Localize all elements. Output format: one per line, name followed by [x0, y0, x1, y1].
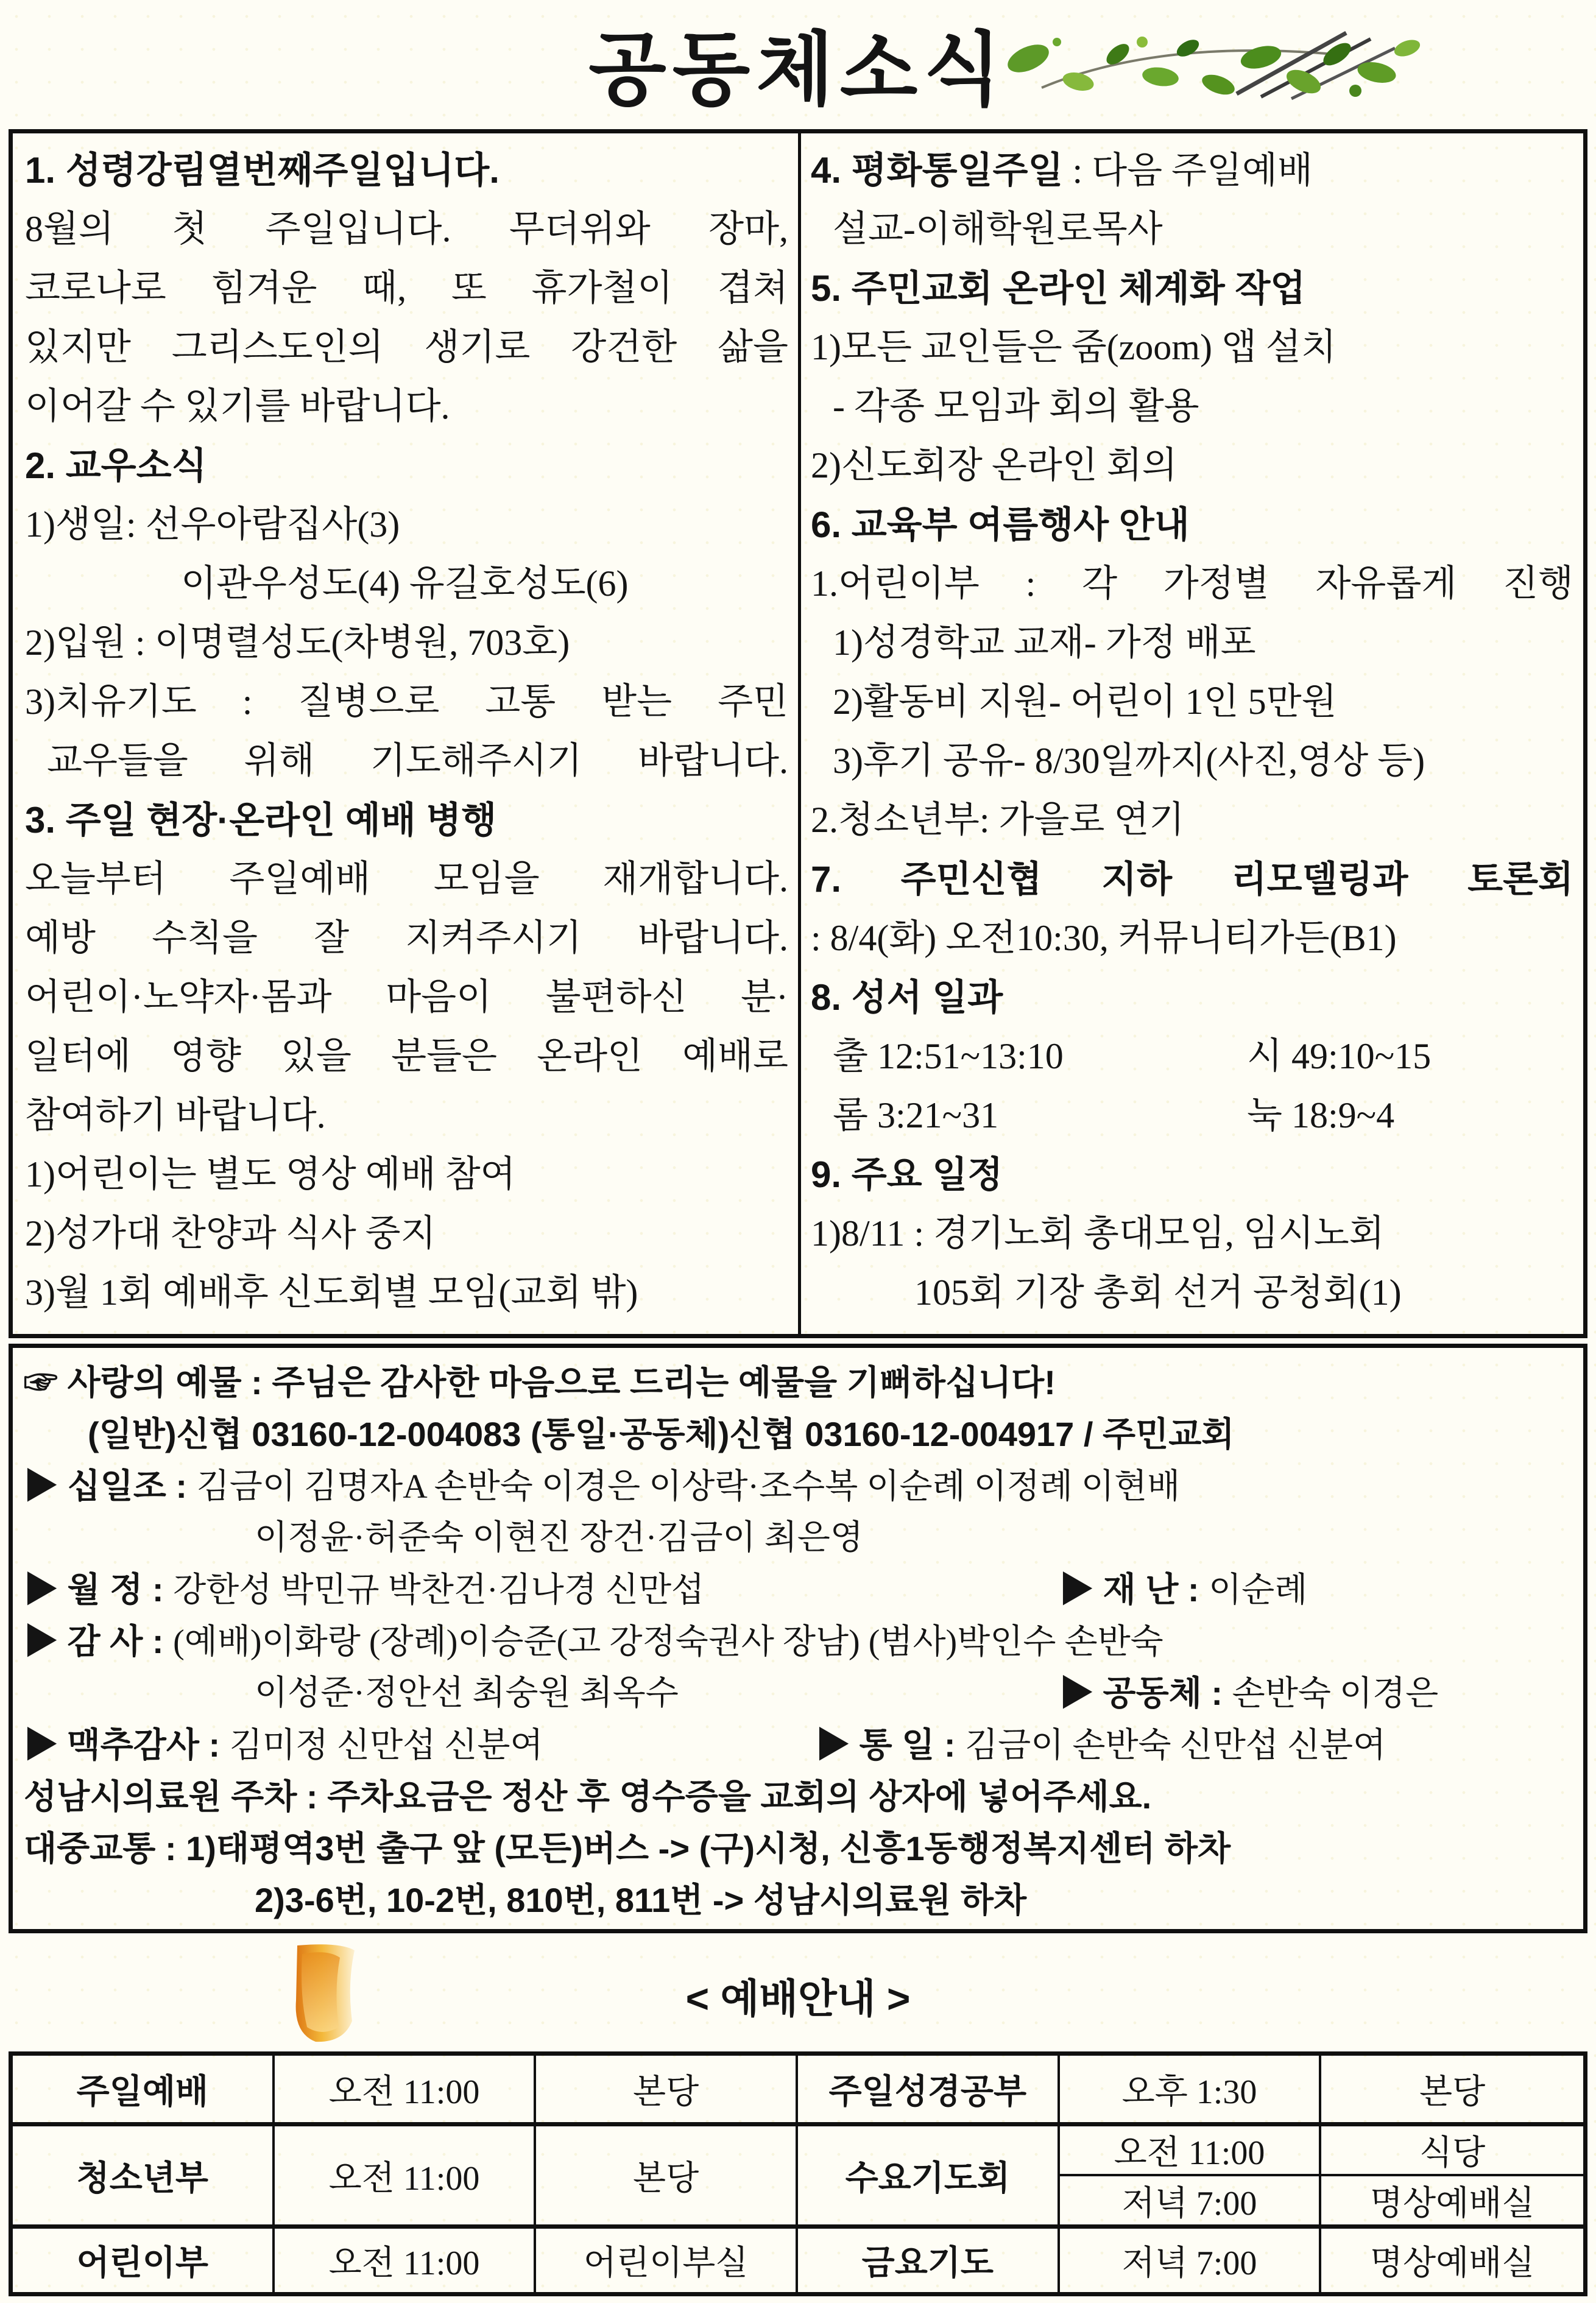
text-segment: 6. 교육부 여름행사 안내: [811, 504, 1190, 545]
text-segment: 2)신도회장 온라인 회의: [811, 445, 1178, 485]
text-line: [811, 200, 1573, 259]
table-cell: 청소년부: [13, 2126, 275, 2229]
text-segment: 1.어린이부 : 각 가정별 자유롭게 진행: [811, 563, 1573, 604]
text-line: [811, 732, 1573, 791]
table-cell: 명상예배실: [1321, 2176, 1583, 2229]
text-line: [25, 613, 788, 672]
text-segment: : 다음 주일예배: [1063, 150, 1313, 191]
text-segment: 강한성 박민규 박찬건·김나경 신만섭: [173, 1571, 705, 1609]
text-segment: ▶ 공동체 :: [1059, 1674, 1232, 1712]
text-segment: 3)치유기도 : 질병으로 고통 받는 주민: [25, 682, 788, 722]
table-cell: 오전 11:00: [275, 2229, 537, 2292]
table-cell: 저녁 7:00: [1060, 2176, 1322, 2229]
text-line: [811, 1145, 1573, 1204]
table-cell: 식당: [1321, 2126, 1583, 2176]
text-line: [811, 318, 1573, 377]
table-cell: 오전 11:00: [275, 2056, 537, 2126]
text-line: [24, 1356, 1572, 1408]
text-segment: 이관우성도(4) 유길호성도(6): [181, 563, 629, 604]
text-line: [811, 377, 1573, 436]
text-line: [25, 377, 788, 436]
text-segment: 어린이·노약자·몸과 마음이 불편하신 분·: [25, 977, 788, 1017]
text-segment-right-group: [1059, 1667, 1438, 1720]
text-line: [25, 554, 788, 613]
text-segment: 2. 교우소식: [25, 445, 207, 486]
text-segment: 김금이 김명자A 손반숙 이경은 이상락·조수복 이순례 이정례 이현배: [196, 1468, 1181, 1506]
text-line: [25, 791, 788, 850]
text-segment: ▶ 재 난 :: [1059, 1570, 1209, 1609]
text-segment: 1)생일: 선우아람집사(3): [25, 504, 400, 545]
text-segment: (예배)이화랑 (장례)이승준(고 강정숙권사 장남) (범사)박인수 손반숙: [173, 1623, 1163, 1661]
text-line: [25, 968, 788, 1027]
text-segment: 교우들을 위해 기도해주시기 바랍니다.: [47, 741, 788, 781]
text-segment: 있지만 그리스도인의 생기로 강건한 삶을: [25, 327, 788, 367]
text-line: [25, 1263, 788, 1322]
text-line: [25, 732, 788, 791]
text-segment: 2)3-6번, 10-2번, 810번, 811번 -> 성남시의료원 하차: [255, 1881, 1027, 1919]
table-cell: 어린이부: [13, 2229, 275, 2292]
text-segment: 8월의 첫 주일입니다. 무더위와 장마,: [25, 209, 788, 249]
news-right-column: [798, 133, 1583, 1334]
text-segment: 2)입원 : 이명렬성도(차병원, 703호): [25, 622, 570, 663]
table-cell: 금요기도: [798, 2229, 1060, 2292]
text-segment: 1)8/11 : 경기노회 총대모임, 임시노회: [811, 1213, 1385, 1254]
text-line: [24, 1564, 1572, 1615]
text-line: [811, 909, 1573, 968]
text-segment: ▶ 감 사 :: [24, 1622, 174, 1660]
text-segment: (일반)신협 03160-12-004083 (통일·공동체)신협 03160-12-004917 / 주민교회: [88, 1415, 1235, 1453]
text-segment: 1. 성령강림열번째주일입니다.: [25, 150, 500, 191]
table-cell: 어린이부실: [536, 2229, 798, 2292]
table-cell: 본당: [1321, 2056, 1583, 2126]
text-segment: 참여하기 바랍니다.: [25, 1095, 326, 1135]
text-segment: 3)월 1회 예배후 신도회별 모임(교회 밖): [25, 1272, 638, 1313]
text-line: [811, 791, 1573, 850]
text-segment: 시 49:10~15: [1247, 1036, 1432, 1076]
text-segment: 8. 성서 일과: [811, 977, 1003, 1018]
text-line: [811, 259, 1573, 318]
text-segment: 4. 평화통일주일: [811, 150, 1064, 191]
text-line: [811, 1027, 1573, 1086]
table-cell: 주일예배: [13, 2056, 275, 2126]
table-cell: 본당: [536, 2126, 798, 2229]
text-line: [25, 200, 788, 259]
text-segment: 9. 주요 일정: [811, 1154, 1003, 1195]
text-line: [811, 850, 1573, 909]
text-line: [811, 1263, 1573, 1322]
text-segment: 3. 주일 현장·온라인 예배 병행: [25, 800, 497, 841]
green-leaves-decoration: [1005, 21, 1432, 106]
text-segment: ▶ 십일조 :: [24, 1467, 197, 1505]
text-segment: 설교-이해학원로목사: [833, 209, 1163, 249]
text-segment: 2)활동비 지원- 어린이 1인 5만원: [833, 682, 1337, 722]
text-line: [24, 1667, 1572, 1719]
text-line: [25, 495, 788, 554]
text-segment: 이정윤·허준숙 이현진 장건·김금이 최은영: [255, 1519, 863, 1557]
text-line: [25, 909, 788, 968]
table-cell: 주일성경공부: [798, 2056, 1060, 2126]
text-line: [811, 554, 1573, 613]
text-line: [25, 1086, 788, 1145]
text-line: [24, 1874, 1572, 1926]
text-line: [24, 1771, 1572, 1822]
text-line: [811, 613, 1573, 672]
text-line: [811, 672, 1573, 732]
text-segment: 성남시의료원 주차 : 주차요금은 정산 후 영수증을 교회의 상자에 넣어주세요.: [24, 1777, 1152, 1816]
offering-box: [9, 1344, 1587, 1933]
text-line: [811, 1086, 1573, 1145]
text-segment: 105회 기장 총회 선거 공청회(1): [914, 1272, 1402, 1313]
text-segment: 김미정 신만섭 신분여: [229, 1727, 543, 1765]
text-line: [811, 968, 1573, 1027]
text-line: [25, 259, 788, 318]
text-segment: 3)후기 공유- 8/30일까지(사진,영상 등): [833, 741, 1425, 781]
text-line: [25, 1145, 788, 1204]
page-title: 공동체소식: [588, 26, 1008, 115]
text-segment: 코로나로 힘겨운 때, 또 휴가철이 겹쳐: [25, 268, 788, 308]
text-line: [811, 1204, 1573, 1263]
text-segment: 이어갈 수 있기를 바랍니다.: [25, 386, 450, 426]
pointing-hand-icon: ☞: [24, 1363, 68, 1402]
text-segment: ▶ 월 정 :: [24, 1570, 174, 1609]
text-line: [25, 141, 788, 200]
text-segment: 롬 3:21~31: [833, 1095, 999, 1135]
text-line: [811, 495, 1573, 554]
text-line: [811, 436, 1573, 495]
text-segment: 일터에 영향 있을 분들은 온라인 예배로: [25, 1036, 788, 1076]
text-line: [25, 318, 788, 377]
text-segment: 5. 주민교회 온라인 체계화 작업: [811, 268, 1306, 309]
text-line: [24, 1460, 1572, 1512]
table-cell: 오후 1:30: [1060, 2056, 1322, 2126]
text-segment: 이성준·정안선 최숭원 최옥수: [255, 1674, 679, 1712]
worship-table: [9, 2051, 1587, 2296]
text-segment: 손반숙 이경은: [1232, 1675, 1439, 1713]
text-line: [25, 436, 788, 495]
text-segment: 출 12:51~13:10: [833, 1036, 1064, 1076]
text-segment: 2.청소년부: 가을로 연기: [811, 800, 1185, 840]
table-cell: 오전 11:00: [275, 2126, 537, 2229]
text-line: [25, 1027, 788, 1086]
text-segment: 이순례: [1209, 1571, 1308, 1609]
text-segment: 예방 수칙을 잘 지켜주시기 바랍니다.: [25, 918, 788, 958]
table-cell: 명상예배실: [1369, 2245, 1535, 2282]
text-line: [24, 1719, 1572, 1771]
text-line: [25, 672, 788, 732]
text-segment: 눅 18:9~4: [1247, 1095, 1395, 1135]
worship-guide-heading: < 예배안내 >: [685, 1976, 911, 2021]
text-line: [25, 1204, 788, 1263]
news-box: [9, 129, 1587, 1338]
text-segment: 1)어린이는 별도 영상 예배 참여: [25, 1154, 516, 1194]
text-segment: 김금이 손반숙 신만섭 신분여: [965, 1727, 1386, 1765]
text-line: [25, 850, 788, 909]
text-line: [24, 1822, 1572, 1874]
text-segment-right-group: [1059, 1564, 1307, 1617]
text-segment: - 각종 모임과 회의 활용: [833, 386, 1199, 426]
text-line: [811, 141, 1573, 200]
text-segment: 2)성가대 찬양과 식사 중지: [25, 1213, 436, 1254]
text-segment: 사랑의 예물 : 주님은 감사한 마음으로 드리는 예물을 기뻐하십니다!: [67, 1363, 1056, 1402]
text-segment: 7. 주민신협 지하 리모델링과 토론회: [811, 859, 1573, 900]
text-line: [24, 1408, 1572, 1460]
text-segment: : 8/4(화) 오전10:30, 커뮤니티가든(B1): [811, 918, 1397, 958]
text-line: [24, 1615, 1572, 1667]
text-segment: ▶ 맥추감사 :: [24, 1726, 230, 1764]
text-segment: 대중교통 : 1)태평역3번 출구 앞 (모든)버스 -> (구)시청, 신흥1동행정복지센터 하차: [24, 1829, 1231, 1867]
text-segment: 오늘부터 주일예배 모임을 재개합니다.: [25, 859, 788, 899]
table-cell: 수요기도회: [798, 2126, 1060, 2229]
table-cell: 오전 11:00: [1060, 2126, 1322, 2176]
news-left-column: [13, 133, 798, 1334]
table-cell: 저녁 7:00: [1060, 2229, 1322, 2292]
text-segment-right-group: [816, 1719, 1386, 1772]
text-segment: 1)성경학교 교재- 가정 배포: [833, 622, 1256, 663]
table-cell: 본당: [536, 2056, 798, 2126]
text-line: [24, 1512, 1572, 1564]
text-segment: ▶ 통 일 :: [816, 1726, 966, 1764]
text-segment: 1)모든 교인들은 줌(zoom) 앱 설치: [811, 327, 1336, 367]
